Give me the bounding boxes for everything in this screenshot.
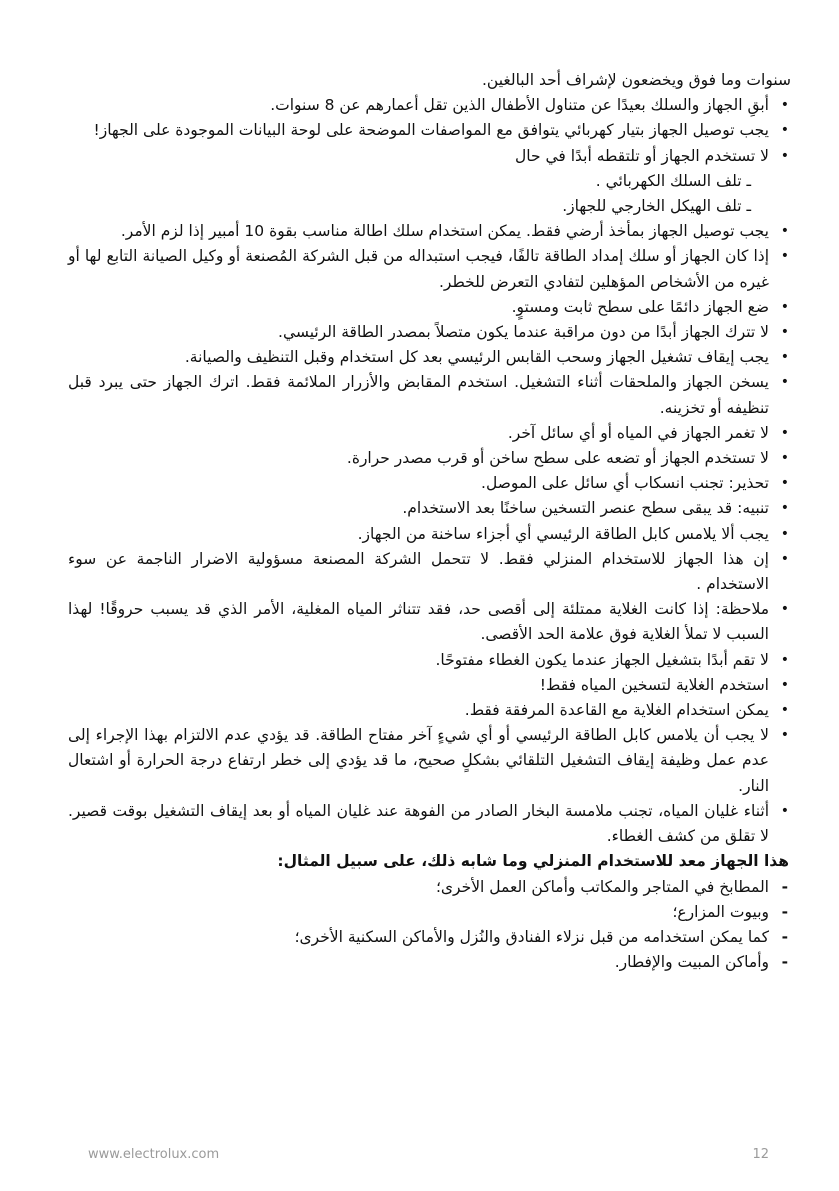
list-item: • استخدم الغلاية لتسخين المياه فقط! [68, 673, 791, 698]
list-item: • يجب توصيل الجهاز بمأخذ أرضي فقط. يمكن استخدام سلك اطالة مناسب بقوة 10 أمبير إذا لزم الأمر. [68, 219, 791, 244]
example-item: - وبيوت المزارع؛ [68, 900, 791, 925]
usage-examples-list [68, 875, 791, 976]
list-item: • ضع الجهاز دائمًا على سطح ثابت ومستوٍ. [68, 295, 791, 320]
list-item: • تنبيه: قد يبقى سطح عنصر التسخين ساخنًا بعد الاستخدام. [68, 496, 791, 521]
footer-url: www.electrolux.com [88, 1147, 220, 1162]
list-item: • يسخن الجهاز والملحقات أثناء التشغيل. استخدم المقابض والأزرار الملائمة فقط. اترك الجهاز حتى يبرد قبل تنظيفه أو تخزينه. [68, 370, 791, 420]
list-item: • لا تترك الجهاز أبدًا من دون مراقبة عندما يكون متصلاً بمصدر الطاقة الرئيسي. [68, 320, 791, 345]
list-item: • لا تغمر الجهاز في المياه أو أي سائل آخر. [68, 421, 791, 446]
list-item: • يجب توصيل الجهاز بتيار كهربائي يتوافق مع المواصفات الموضحة على لوحة البيانات الموجودة على الجهاز! [68, 118, 791, 143]
example-item: - كما يمكن استخدامه من قبل نزلاء الفنادق والنُزل والأماكن السكنية الأخرى؛ [68, 925, 791, 950]
list-item: • لا تقم أبدًا بتشغيل الجهاز عندما يكون الغطاء مفتوحًا. [68, 648, 791, 673]
safety-list [68, 93, 791, 849]
example-item: - المطابخ في المتاجر والمكاتب وأماكن العمل الأخرى؛ [68, 875, 791, 900]
sub-item: ـ تلف الهيكل الخارجي للجهاز. [562, 197, 751, 216]
page-footer [88, 1147, 769, 1165]
list-item: • أثناء غليان المياه، تجنب ملامسة البخار الصادر من الفوهة عند غليان المياه أو بعد إيقاف التشغيل بوقت قصير. لا تقلق من كشف الغطاء. [68, 799, 791, 849]
section-heading: هذا الجهاز معد للاستخدام المنزلي وما شابه ذلك، على سبيل المثال: [277, 852, 789, 871]
list-item [68, 144, 791, 220]
list-item: • إن هذا الجهاز للاستخدام المنزلي فقط. لا تتحمل الشركة المصنعة مسؤولية الاضرار الناجمة عن سوء الاستخدام . [68, 547, 791, 597]
list-item: • أبقِ الجهاز والسلك بعيدًا عن متناول الأطفال الذين تقل أعمارهم عن 8 سنوات. [68, 93, 791, 118]
list-item: • إذا كان الجهاز أو سلك إمداد الطاقة تالفًا، فيجب استبداله من قبل الشركة المُصنعة أو وكيل الصيانة التابع لها أو غيره من الأشخاص المؤهلين لتفادي التعرض للخطر. [68, 244, 791, 294]
list-item: • يمكن استخدام الغلاية مع القاعدة المرفقة فقط. [68, 698, 791, 723]
list-item-text: لا تستخدم الجهاز أو تلتقطه أبدًا في حال [514, 146, 769, 165]
page-number: 12 [752, 1147, 769, 1162]
intro-line: سنوات وما فوق ويخضعون لإشراف أحد البالغين. [481, 71, 791, 89]
list-item: • يجب ألا يلامس كابل الطاقة الرئيسي أي أجزاء ساخنة من الجهاز. [68, 522, 791, 547]
document-body [68, 68, 791, 975]
list-item: • لا تستخدم الجهاز أو تضعه على سطح ساخن أو قرب مصدر حرارة. [68, 446, 791, 471]
sub-item: ـ تلف السلك الكهربائي . [595, 171, 751, 190]
list-item: • لا يجب أن يلامس كابل الطاقة الرئيسي أو أي شيءٍ آخر مفتاح الطاقة. قد يؤدي عدم الالتزام بهذا الإجراء إلى عدم عمل وظيفة إيقاف التشغيل التلقائي بشكلٍ صحيح، ما قد يؤدي إلى خطر ارتفاع درجة الحرارة أو اشتعال النار. [68, 723, 791, 799]
example-item: - وأماكن المبيت والإفطار. [68, 950, 791, 975]
list-item: • ملاحظة: إذا كانت الغلاية ممتلئة إلى أقصى حد، فقد تتناثر المياه المغلية، الأمر الذي قد يسبب حروقًا! لهذا السبب لا تملأ الغلاية فوق علامة الحد الأقصى. [68, 597, 791, 647]
list-item: • تحذير: تجنب انسكاب أي سائل على الموصل. [68, 471, 791, 496]
list-item: • يجب إيقاف تشغيل الجهاز وسحب القابس الرئيسي بعد كل استخدام وقبل التنظيف والصيانة. [68, 345, 791, 370]
